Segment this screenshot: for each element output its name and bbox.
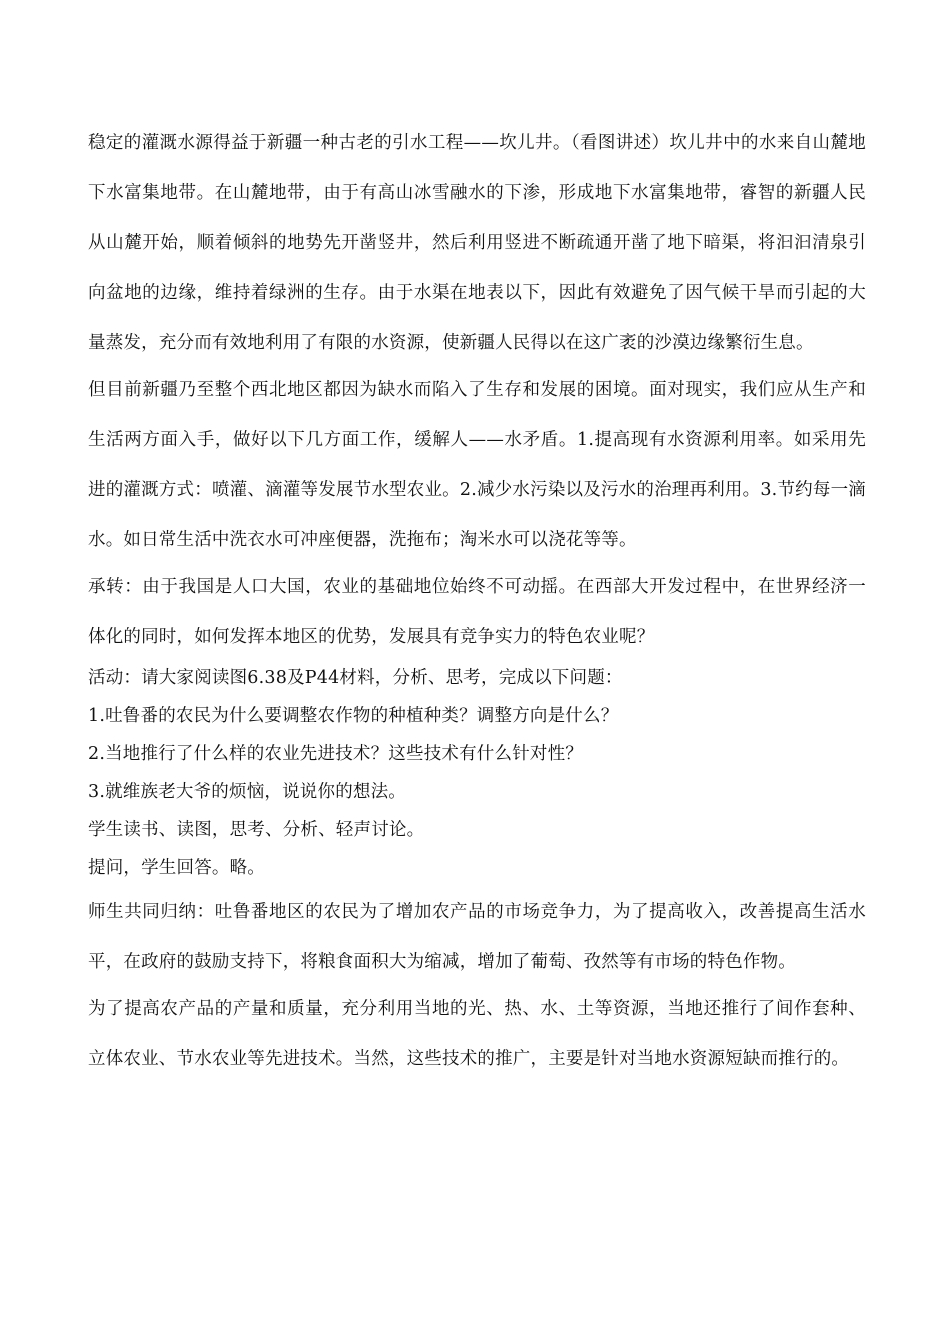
paragraph-activity: 活动：请大家阅读图6.38及P44材料，分析、思考，完成以下问题： [88,668,623,688]
paragraph-karez-intro: 稳定的灌溉水源得益于新疆一种古老的引水工程——坎儿井。（看图讲述）坎儿井中的水来自山麓地下水富集地带。在山麓地带，由于有高山冰雪融水的下渗，形成地下水富集地带，睿智的新疆人民从山麓开始，顺着倾斜的地势先开凿竖井，然后利用竖进不断疏通开凿了地下暗渠，将汩汩清泉引向盆地的边缘，维持着绿洲的生存。由于水渠在地表以下，因此有效避免了因气候干旱而引起的大量蒸发，充分而有效地利用了有限的水资源，使新疆人民得以在这广袤的沙漠边缘繁衍生息。 [88,133,866,353]
paragraph-water-shortage: 但目前新疆乃至整个西北地区都因为缺水而陷入了生存和发展的困境。面对现实，我们应从生产和生活两方面入手，做好以下几方面工作，缓解人——水矛盾。1.提高现有水资源利用率。如采用先进的灌溉方式：喷灌、滴灌等发展节水型农业。2.减少水污染以及污水的治理再利用。3.节约每一滴水。如日常生活中洗衣水可冲座便器，洗拖布；淘米水可以浇花等等。 [88,380,866,550]
paragraph-techniques: 为了提高农产品的产量和质量，充分利用当地的光、热、水、土等资源，当地还推行了间作套种、立体农业、节水农业等先进技术。当然，这些技术的推广，主要是针对当地水资源短缺而推行的。 [88,999,866,1069]
paragraph-student-activity: 学生读书、读图，思考、分析、轻声讨论。 [88,820,425,840]
paragraph-question-answer: 提问，学生回答。略。 [88,858,265,878]
document-page [88,118,866,1081]
paragraph-question-1: 1.吐鲁番的农民为什么要调整农作物的种植种类？调整方向是什么？ [88,706,619,726]
paragraph-question-2: 2.当地推行了什么样的农业先进技术？这些技术有什么针对性？ [88,744,583,764]
paragraph-summary: 师生共同归纳：吐鲁番地区的农民为了增加农产品的市场竞争力，为了提高收入，改善提高生活水平，在政府的鼓励支持下，将粮食面积大为缩减，增加了葡萄、孜然等有市场的特色作物。 [88,902,866,972]
paragraph-question-3: 3.就维族老大爷的烦恼，说说你的想法。 [88,782,406,802]
paragraph-transition: 承转：由于我国是人口大国，农业的基础地位始终不可动摇。在西部大开发过程中，在世界经济一体化的同时，如何发挥本地区的优势，发展具有竞争实力的特色农业呢？ [88,577,866,647]
